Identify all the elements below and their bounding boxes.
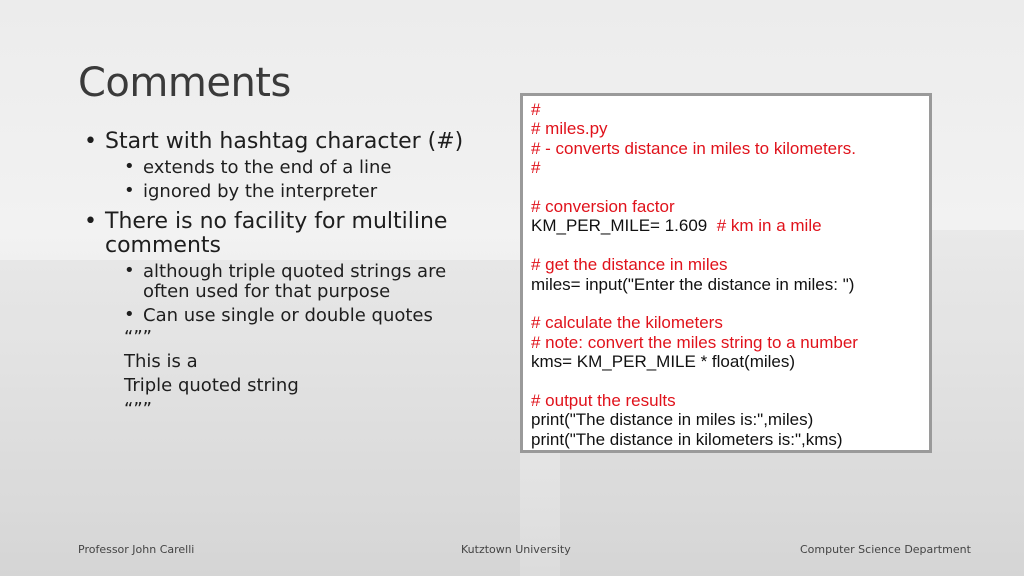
code-line: [531, 410, 921, 429]
bullet-item: [84, 210, 504, 258]
code-comment: # get the distance in miles: [531, 255, 728, 275]
code-text: miles= input("Enter the distance in miles: "): [531, 274, 855, 294]
bullet-dot-icon: •: [84, 129, 97, 154]
code-text: print("The distance in miles is:",miles): [531, 410, 814, 430]
example-line: This is a: [124, 351, 198, 372]
code-listing: [520, 93, 932, 453]
code-line: [531, 236, 921, 255]
bullet-dot-icon: •: [124, 180, 135, 201]
code-line: [531, 352, 921, 371]
code-line: [531, 372, 921, 391]
code-line: [531, 216, 921, 235]
code-comment: # - converts distance in miles to kilometers.: [531, 138, 857, 158]
code-comment: #: [531, 158, 541, 178]
code-line: [531, 100, 921, 119]
bullet-dot-icon: •: [124, 156, 135, 177]
code-line: [531, 430, 921, 449]
code-line: [531, 178, 921, 197]
bullet-text: comments: [105, 233, 221, 258]
bullet-dot-icon: •: [124, 304, 135, 325]
slide-title: Comments: [78, 60, 291, 106]
example-line: Triple quoted string: [124, 375, 299, 396]
bullet-item: [84, 130, 504, 154]
code-line: [531, 158, 921, 177]
code-text: kms= KM_PER_MILE * float(miles): [531, 352, 796, 372]
code-line: [531, 391, 921, 410]
sub-bullet-item: [84, 306, 504, 326]
code-comment: # note: convert the miles string to a number: [531, 332, 858, 352]
code-comment: # calculate the kilometers: [531, 313, 723, 333]
code-comment: # conversion factor: [531, 197, 675, 217]
sub-bullet-item: [84, 158, 504, 178]
bullet-text: Start with hashtag character (#): [105, 129, 464, 154]
bullet-text: often used for that purpose: [143, 281, 391, 302]
bullet-dot-icon: •: [84, 209, 97, 234]
bullet-list: [84, 124, 504, 422]
bullet-text: ignored by the interpreter: [143, 181, 378, 202]
example-quote-open: “””: [124, 327, 152, 348]
code-line: [531, 313, 921, 332]
bullet-text: There is no facility for multiline: [105, 209, 448, 234]
footer-institution: Kutztown University: [461, 543, 571, 556]
bullet-dot-icon: •: [124, 260, 135, 281]
bullet-text: although triple quoted strings are: [143, 261, 447, 282]
code-line: [531, 333, 921, 352]
code-line: [531, 294, 921, 313]
bullet-text: Can use single or double quotes: [143, 305, 433, 326]
code-comment: #: [531, 100, 541, 119]
sub-bullet-item: [84, 262, 504, 302]
code-line: [531, 139, 921, 158]
code-comment: # km in a mile: [716, 216, 822, 236]
code-comment: # miles.py: [531, 119, 608, 139]
sub-bullet-item: [84, 182, 504, 202]
bullet-text: extends to the end of a line: [143, 157, 392, 178]
code-comment: # output the results: [531, 391, 676, 411]
code-line: [531, 197, 921, 216]
code-text: KM_PER_MILE= 1.609: [531, 216, 717, 236]
footer-department: Computer Science Department: [800, 543, 971, 556]
code-line: [531, 119, 921, 138]
example-quote-close: “””: [124, 399, 152, 420]
code-text: print("The distance in kilometers is:",kms): [531, 429, 843, 449]
code-line: [531, 255, 921, 274]
code-line: [531, 275, 921, 294]
footer-presenter: Professor John Carelli: [78, 543, 195, 556]
